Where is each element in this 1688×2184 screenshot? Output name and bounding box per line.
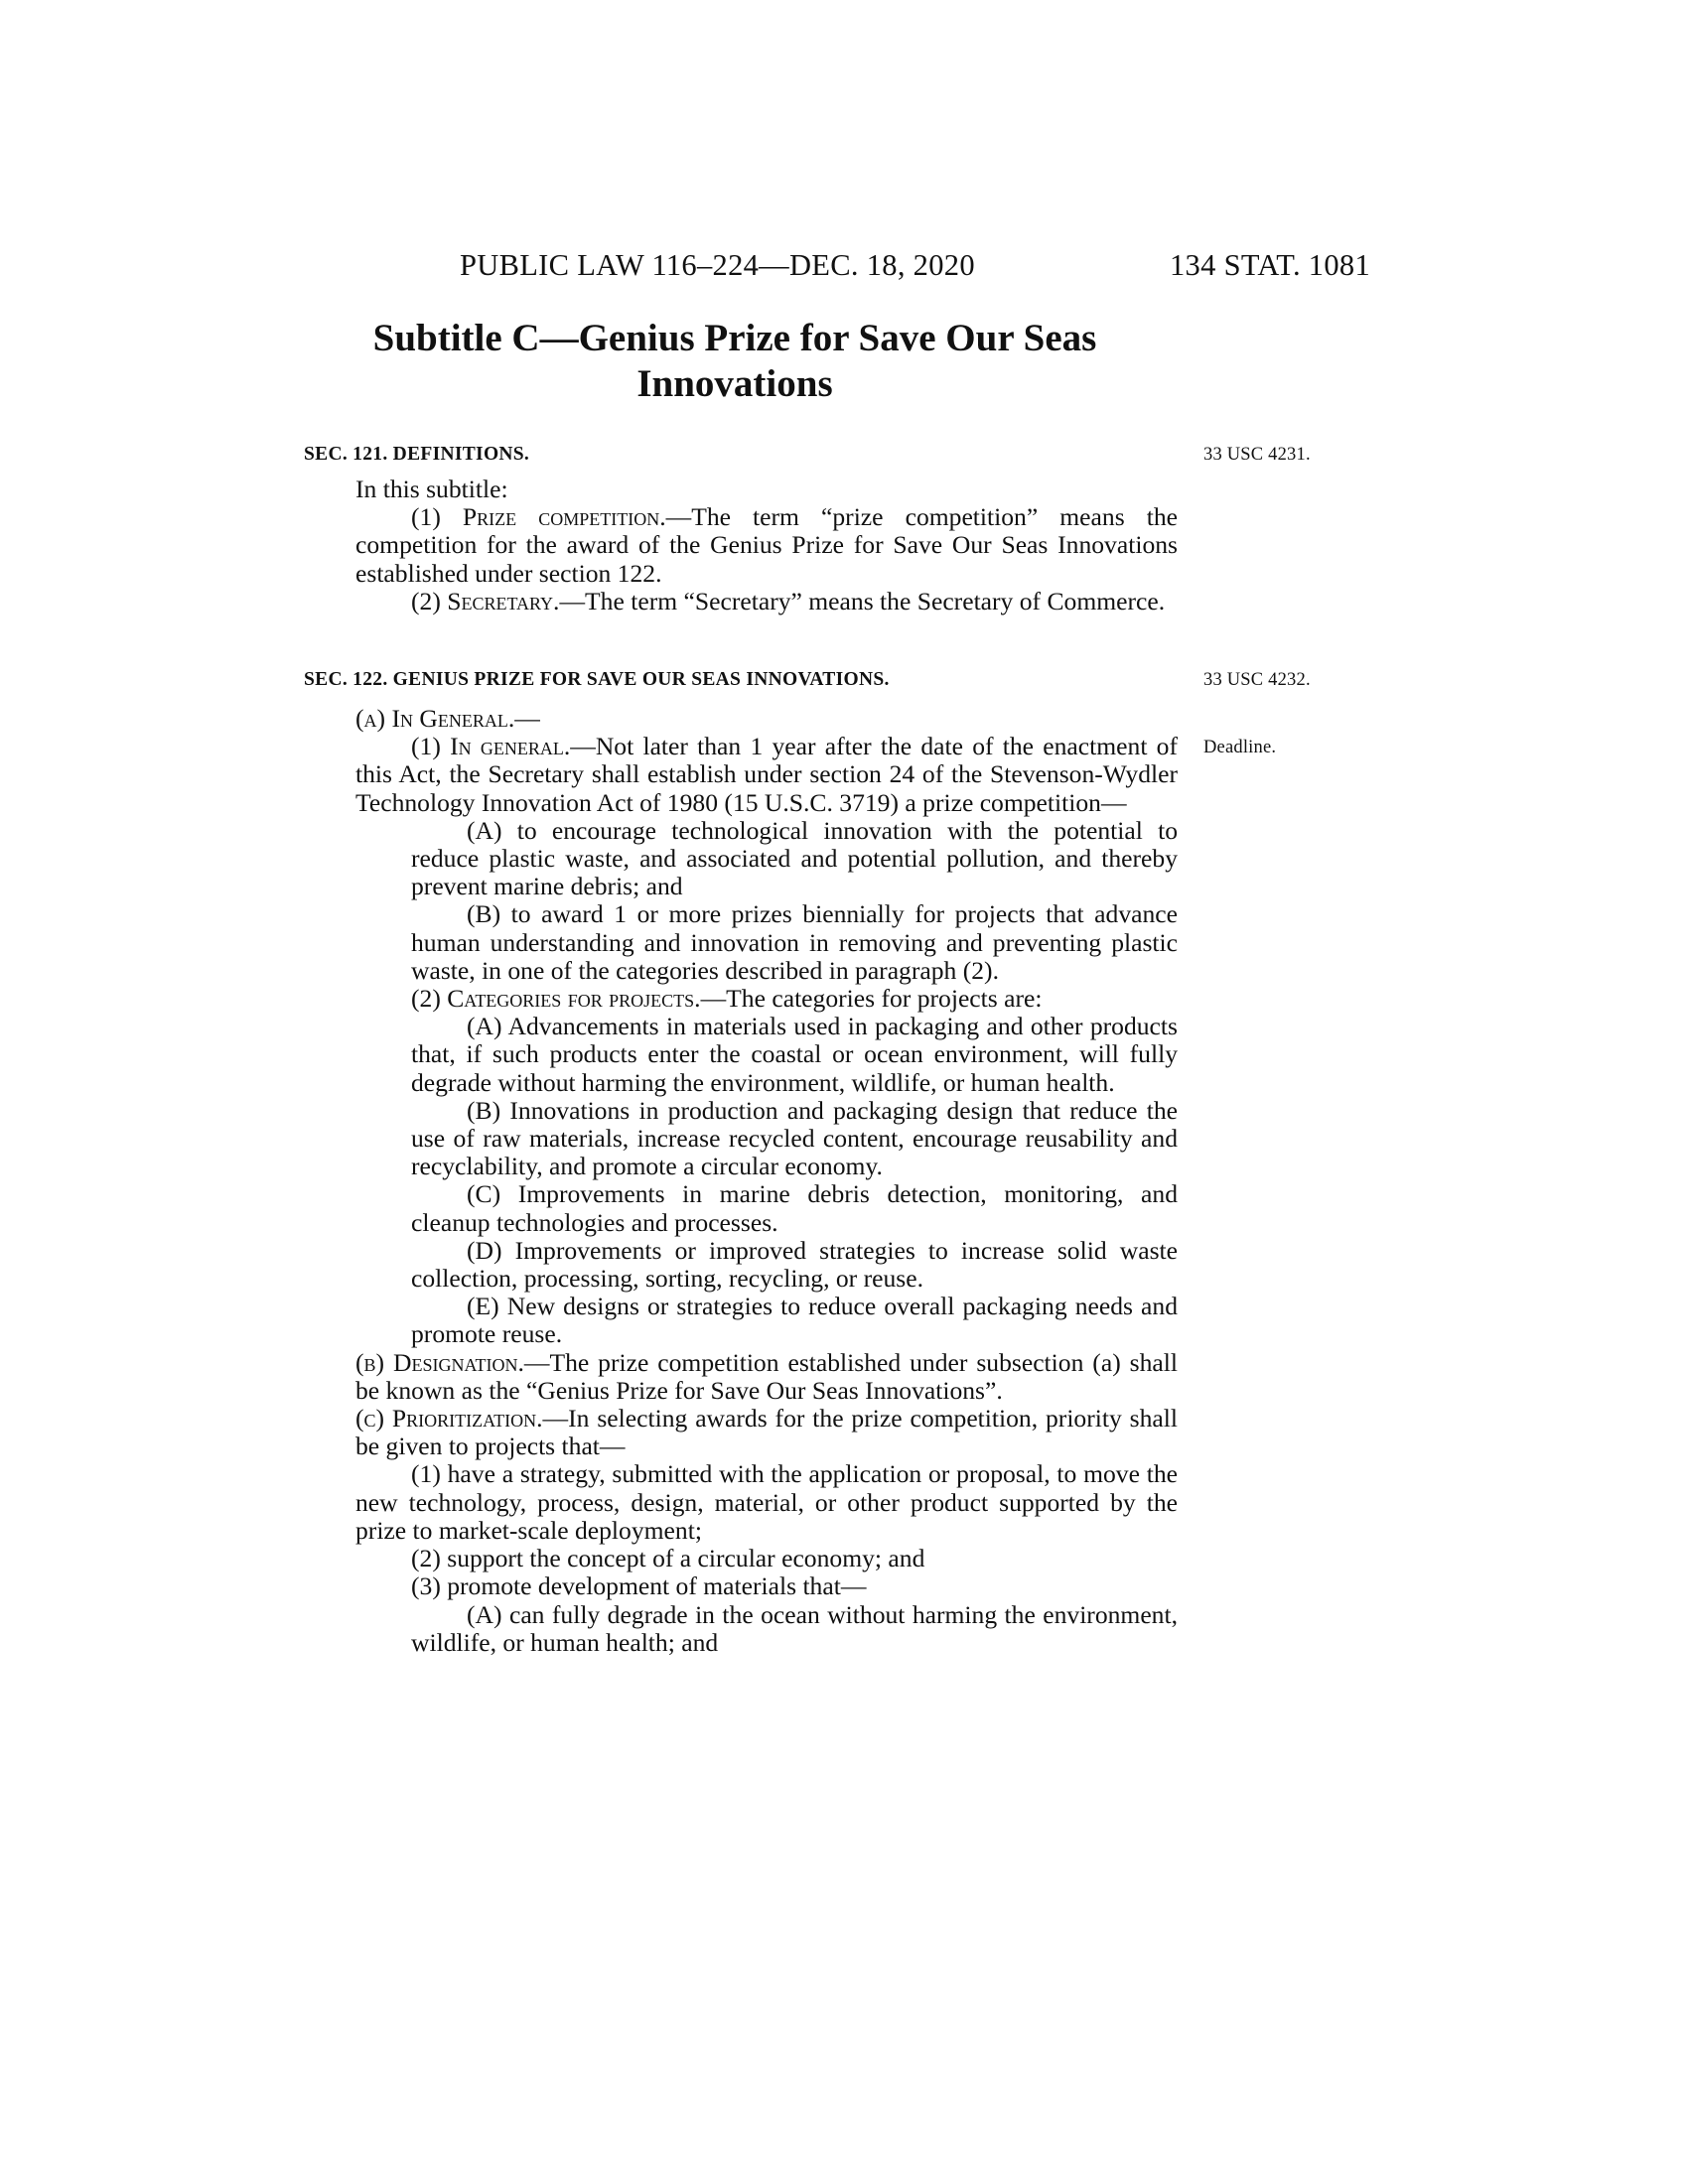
- running-head: [298, 248, 1370, 288]
- paragraph-c1: (1) have a strategy, submitted with the application or proposal, to move the new technology, process, design, material, or other product supported by the prize to market-scale deployment;: [355, 1459, 1178, 1545]
- subsection-text: —In selecting awards for the prize competition, priority shall be given to projects that—: [355, 1404, 1178, 1461]
- subtitle-line-2: Innovations: [636, 362, 833, 405]
- deadline-margin-note: Deadline.: [1203, 738, 1277, 757]
- subsection-b: [355, 1349, 1178, 1405]
- section-121-heading: SEC. 121. DEFINITIONS.: [304, 444, 530, 465]
- subparagraph-a1A: (A) to encourage technological innovation with the potential to reduce plastic waste, and associated and potential pollution, and thereby prevent marine debris; and: [411, 815, 1178, 901]
- public-law-citation: PUBLIC LAW 116–224—DEC. 18, 2020: [460, 248, 975, 282]
- subparagraph-a2E: (E) New designs or strategies to reduce overall packaging needs and promote reuse.: [411, 1292, 1178, 1349]
- subsection-label: (b) Designation.: [355, 1347, 524, 1377]
- definition-label: (2) Secretary.: [411, 586, 560, 615]
- subsection-text: —The prize competition established under subsection (a) shall be known as the “Genius Prize for Save Our Seas Innovations”.: [355, 1347, 1178, 1405]
- section-122-usc-note: 33 USC 4232.: [1203, 670, 1311, 690]
- paragraph-c2: (2) support the concept of a circular economy; and: [411, 1544, 925, 1573]
- paragraph-label: (2) Categories for projects.: [411, 984, 701, 1014]
- subsection-label: (c) Prioritization.: [355, 1404, 543, 1433]
- subparagraph-c3A: (A) can fully degrade in the ocean without harming the environment, wildlife, or human health; and: [411, 1599, 1178, 1657]
- subparagraph-a2C: (C) Improvements in marine debris detection, monitoring, and cleanup technologies and processes.: [411, 1179, 1178, 1237]
- section-121-body: [355, 476, 1178, 615]
- section-122-body: [355, 705, 1178, 1657]
- paragraph-c3: (3) promote development of materials that—: [411, 1571, 867, 1601]
- section-122-heading: SEC. 122. GENIUS PRIZE FOR SAVE OUR SEAS INNOVATIONS.: [304, 669, 890, 690]
- definition-text: —The term “Secretary” means the Secretary of Commerce.: [559, 586, 1166, 615]
- subsection-c: [355, 1405, 1178, 1460]
- subsection-a-heading: [355, 705, 1178, 733]
- definition-label: (1) Prize competition.: [411, 502, 666, 532]
- subparagraph-a1B: (B) to award 1 or more prizes biennially for projects that advance human understanding and innovation in removing and preventing plastic waste, in one of the categories described in paragraph (2).: [411, 899, 1178, 985]
- section-121-intro: In this subtitle:: [355, 475, 508, 503]
- paragraph-a2: [355, 985, 1178, 1013]
- definition-secretary: [355, 588, 1178, 615]
- subparagraph-a2B: (B) Innovations in production and packaging design that reduce the use of raw materials, increase recycled content, encourage reusability and recyclability, and promote a circular economy.: [411, 1095, 1178, 1181]
- statutes-page-number: 134 STAT. 1081: [1170, 248, 1370, 282]
- subsection-dash: —: [514, 704, 540, 733]
- subtitle-line-1: Subtitle C—Genius Prize for Save Our Seas: [372, 317, 1097, 359]
- subparagraph-a2D: (D) Improvements or improved strategies to increase solid waste collection, processing, sorting, recycling, or reuse.: [411, 1235, 1178, 1294]
- definition-text: —The term “prize competition” means the competition for the award of the Genius Prize for Save Our Seas Innovations established under section 122.: [355, 502, 1178, 588]
- subtitle-heading: [288, 316, 1182, 407]
- paragraph-text: —Not later than 1 year after the date of the enactment of this Act, the Secretary shall establish under section 24 of the Stevenson-Wydler Technology Innovation Act of 1980 (15 U.S.C. 3719) a prize competition—: [355, 732, 1178, 817]
- definition-prize-competition: [355, 503, 1178, 588]
- paragraph-text: —The categories for projects are:: [700, 984, 1043, 1014]
- subsection-label: (a) In General.: [355, 704, 515, 733]
- paragraph-label: (1) In general.: [411, 732, 571, 761]
- paragraph-a1: [355, 733, 1178, 817]
- subparagraph-a2A: (A) Advancements in materials used in packaging and other products that, if such products enter the coastal or ocean environment, will fully degrade without harming the environment, wildlife, or human health.: [411, 1012, 1178, 1097]
- section-121-usc-note: 33 USC 4231.: [1203, 445, 1311, 465]
